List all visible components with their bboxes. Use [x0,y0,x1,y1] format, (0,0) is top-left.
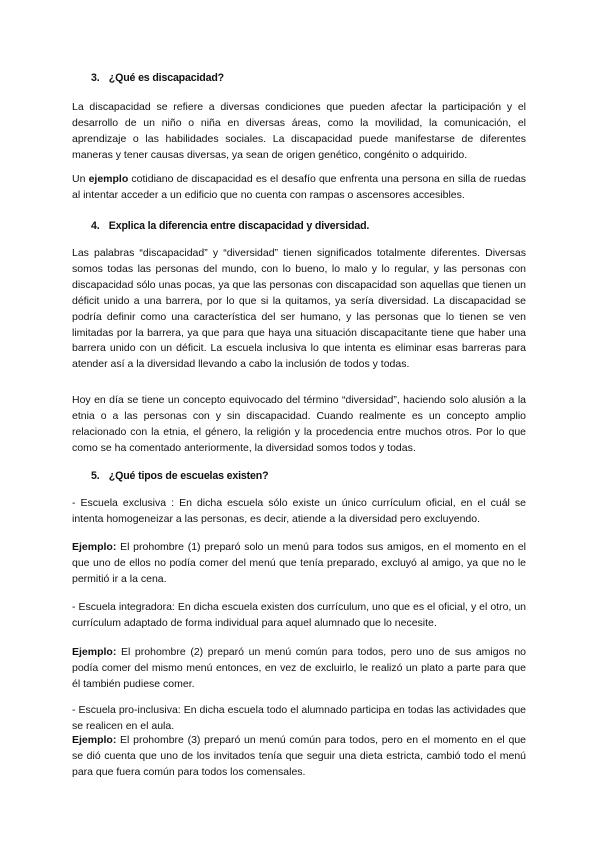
section-4-heading [91,220,369,232]
paragraph: Hoy en día se tiene un concepto equivocado del término “diversidad”, haciendo solo alusión a la etnia o a las personas con y sin discapacidad. Cuando realmente es un concepto amplio relacionado con la etnia, el género, la religión y la procedencia entre muchos otros. Por lo que como se ha comentado anteriormente, la diversidad somos todos y todas. [72,394,526,454]
paragraph: - Escuela pro-inclusiva: En dicha escuela todo el alumnado participa en todas las actividades que se realicen en el aula. [72,704,526,732]
section-number: 3. [91,72,100,84]
text-run: El prohombre (2) preparó un menú común para todos, pero uno de sus amigos no podía comer del mismo menú entonces, en vez de excluirlo, le realizó un plato a parte para que él también pudiese comer. [72,646,526,690]
section-title: Explica la diferencia entre discapacidad y diversidad. [108,220,370,232]
section-3-heading [91,72,224,84]
emphasis: Ejemplo: [72,646,117,658]
emphasis: ejemplo [88,173,129,185]
section-title: ¿Qué tipos de escuelas existen? [108,470,269,482]
text-run: El prohombre (3) preparó un menú común para todos, pero en el momento en el que se dió cuenta que uno de los invitados tenía que seguir una dieta estricta, cambió todo el menú para que fuera común para todos los comensales. [72,734,526,778]
text-run: Un [72,173,89,185]
section-number: 5. [91,470,100,482]
paragraph: - Escuela integradora: En dicha escuela existen dos currículum, uno que es el oficial, y el otro, un currículum adaptado de forma individual para aquel alumnado que lo necesite. [72,601,526,629]
emphasis: Ejemplo: [72,541,117,553]
paragraph [72,733,526,781]
emphasis: Ejemplo: [72,734,117,746]
section-5-heading [91,470,268,482]
section-number: 4. [91,220,100,232]
paragraph: - Escuela exclusiva : En dicha escuela sólo existe un único currículum oficial, en el cuál se intenta homogeneizar a las personas, es decir, atiende a la diversidad pero excluyendo. [72,497,526,525]
text-run: cotidiano de discapacidad es el desafío que enfrenta una persona en silla de ruedas al intentar acceder a un edificio que no cuenta con rampas o ascensores accesibles. [72,173,526,201]
paragraph [72,172,526,204]
section-title: ¿Qué es discapacidad? [108,72,224,84]
paragraph [72,645,526,693]
paragraph: Las palabras “discapacidad” y “diversidad” tienen significados totalmente diferentes. Diversas somos todas las personas del mundo, con lo bueno, lo malo y lo regular, y las personas con discapacidad sólo unas pocas, ya que las personas con discapacidad son aquellas que tienen un déficit unido a una barrera, por lo que si la quitamos, ya sería diversidad. La discapacidad se podría definir como una característica del ser humano, y las personas que lo tienen se ven limitadas por la barrera, ya que para que haya una situación discapacitante tiene que haber una barrera unido con un déficit. La escuela inclusiva lo que intenta es eliminar esas barreras para atender así a la diversidad llevando a cabo la inclusión de todos y todas. [72,247,526,371]
paragraph [72,540,526,588]
paragraph: La discapacidad se refiere a diversas condiciones que pueden afectar la participación y el desarrollo de un niño o niña en diversas áreas, como la movilidad, la comunicación, el aprendizaje o las habilidades sociales. La discapacidad puede manifestarse de diferentes maneras y tener causas diversas, ya sean de origen genético, congénito o adquirido. [72,101,526,161]
text-run: El prohombre (1) preparó solo un menú para todos sus amigos, en el momento en el que uno de ellos no podía comer del menú que tenía preparado, excluyó al amigo, ya que no le permitió ir a la cena. [72,541,526,585]
